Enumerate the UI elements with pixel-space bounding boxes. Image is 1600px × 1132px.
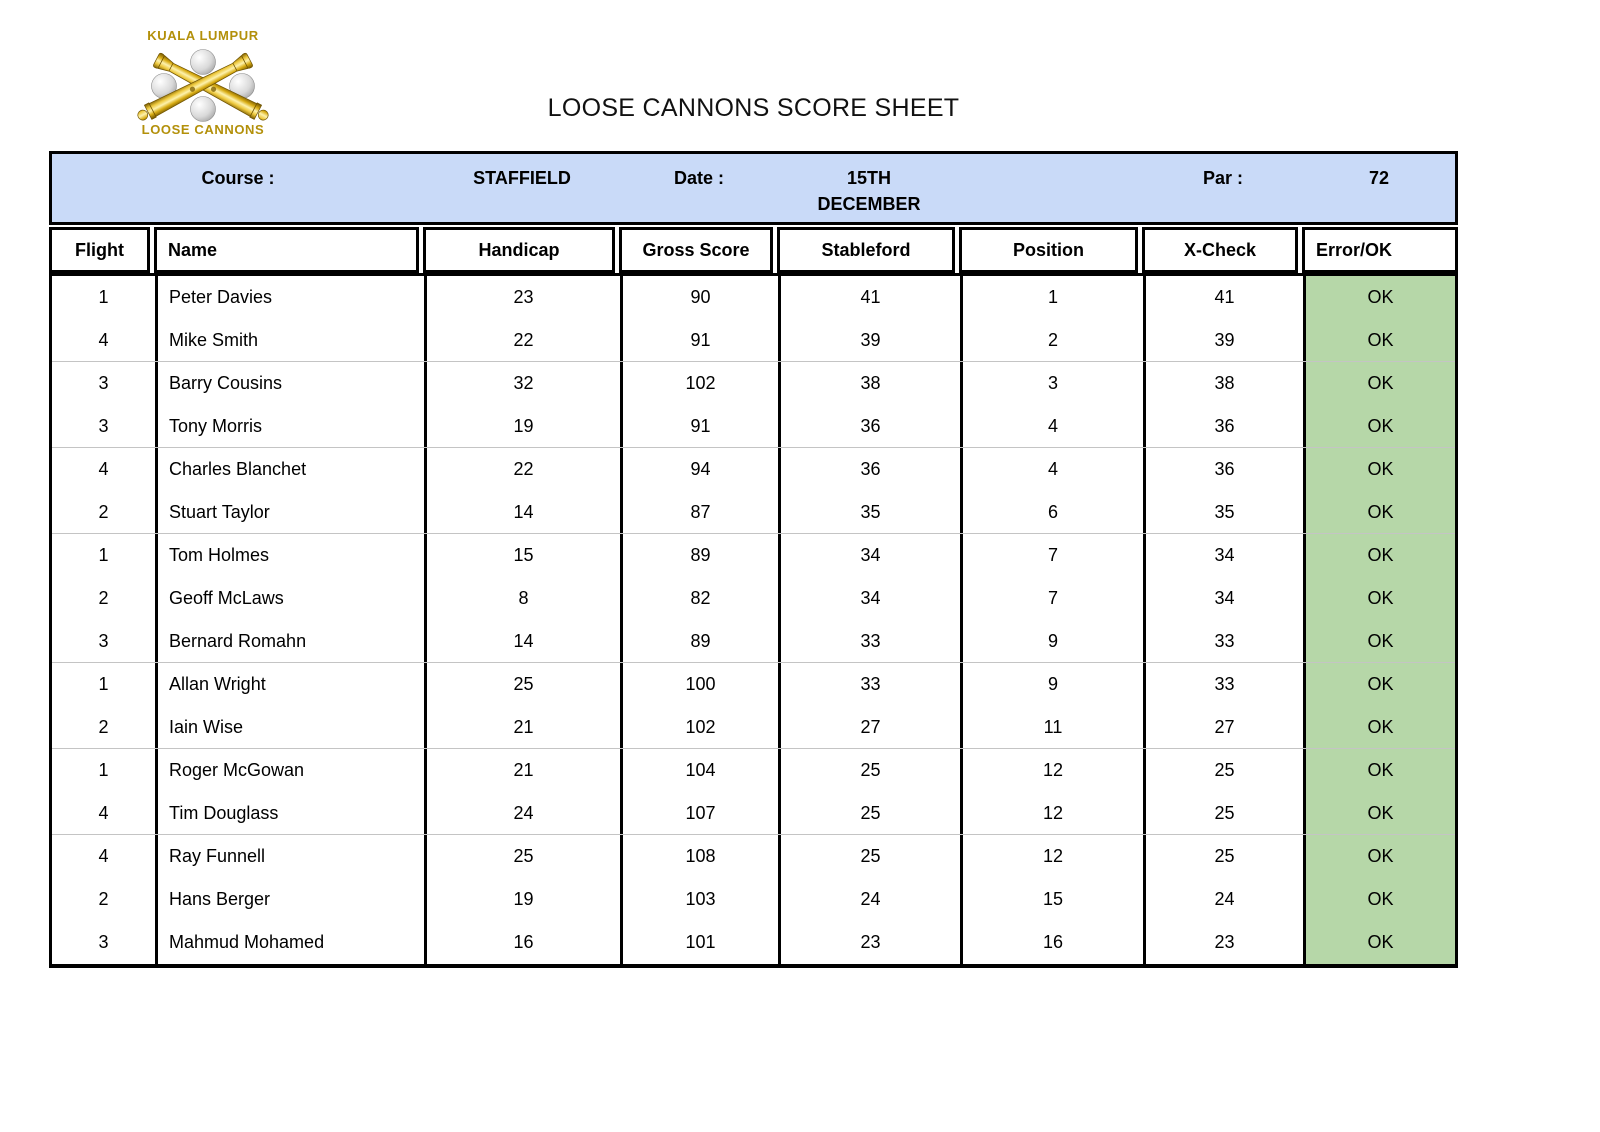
position-cell: 9	[960, 663, 1143, 706]
flight-cell: 1	[98, 545, 109, 565]
date-value	[778, 165, 960, 222]
par-value: 72	[1368, 168, 1390, 188]
handicap-cell: 32	[424, 362, 620, 405]
flight-cell: 1	[98, 674, 109, 694]
col-header-x-check: X-Check	[1142, 227, 1298, 273]
flight-cell: 4	[98, 329, 109, 350]
x-check-cell: 36	[1143, 448, 1303, 491]
stableford-cell: 25	[778, 749, 960, 792]
gross-score-cell: 104	[620, 749, 778, 792]
gross-score-cell: 91	[620, 405, 778, 447]
handicap-cell: 19	[424, 405, 620, 447]
col-header-gross-score: Gross Score	[619, 227, 773, 273]
gross-score-cell: 91	[620, 319, 778, 361]
handicap-cell: 22	[424, 319, 620, 361]
table-row	[52, 491, 1455, 534]
stableford-cell: 39	[778, 319, 960, 361]
flight-cell: 1	[98, 287, 109, 307]
stableford-cell: 34	[778, 577, 960, 620]
name-cell: Stuart Taylor	[155, 491, 424, 533]
stableford-cell: 25	[778, 835, 960, 878]
stableford-cell: 25	[778, 792, 960, 834]
stableford-cell: 24	[778, 878, 960, 921]
position-cell: 12	[960, 792, 1143, 834]
table-row	[52, 749, 1455, 792]
x-check-cell: 39	[1143, 319, 1303, 361]
status-cell: OK	[1303, 878, 1455, 921]
logo-bottom-text: LOOSE CANNONS	[141, 122, 265, 137]
table-row	[52, 620, 1455, 663]
logo-top-text: KUALA LUMPUR	[147, 28, 259, 43]
name-cell: Tim Douglass	[155, 792, 424, 834]
gross-score-cell: 89	[620, 620, 778, 662]
stableford-cell: 34	[778, 534, 960, 577]
table-header-row	[49, 227, 1458, 273]
flight-cell: 3	[98, 630, 109, 651]
flight-cell: 4	[98, 459, 109, 479]
position-cell: 7	[960, 577, 1143, 620]
name-cell: Tom Holmes	[155, 534, 424, 577]
col-header-name: Name	[154, 227, 419, 273]
gross-score-cell: 103	[620, 878, 778, 921]
flight-cell: 2	[98, 716, 109, 737]
x-check-cell: 25	[1143, 792, 1303, 834]
col-header-error-ok: Error/OK	[1302, 227, 1458, 273]
name-cell: Charles Blanchet	[155, 448, 424, 491]
stableford-cell: 27	[778, 706, 960, 748]
x-check-cell: 34	[1143, 534, 1303, 577]
handicap-cell: 15	[424, 534, 620, 577]
position-cell: 12	[960, 749, 1143, 792]
score-sheet	[49, 151, 1458, 968]
status-cell: OK	[1303, 749, 1455, 792]
stableford-cell: 41	[778, 276, 960, 319]
stableford-cell: 23	[778, 921, 960, 964]
gross-score-cell: 90	[620, 276, 778, 319]
x-check-cell: 23	[1143, 921, 1303, 964]
flight-cell: 2	[98, 889, 109, 909]
status-cell: OK	[1303, 706, 1455, 748]
handicap-cell: 25	[424, 835, 620, 878]
table-row	[52, 362, 1455, 405]
gross-score-cell: 94	[620, 448, 778, 491]
date-label: Date :	[673, 168, 724, 188]
flight-cell: 3	[98, 373, 109, 393]
table-row	[52, 534, 1455, 577]
x-check-cell: 25	[1143, 749, 1303, 792]
stableford-cell: 36	[778, 405, 960, 447]
gross-score-cell: 102	[620, 706, 778, 748]
stableford-cell: 38	[778, 362, 960, 405]
gross-score-cell: 101	[620, 921, 778, 964]
flight-cell: 2	[98, 501, 109, 522]
gross-score-cell: 108	[620, 835, 778, 878]
x-check-cell: 41	[1143, 276, 1303, 319]
gross-score-cell: 87	[620, 491, 778, 533]
status-cell: OK	[1303, 577, 1455, 620]
name-cell: Ray Funnell	[155, 835, 424, 878]
gross-score-cell: 100	[620, 663, 778, 706]
col-header-handicap: Handicap	[423, 227, 615, 273]
name-cell: Peter Davies	[155, 276, 424, 319]
handicap-cell: 22	[424, 448, 620, 491]
name-cell: Bernard Romahn	[155, 620, 424, 662]
table-row	[52, 448, 1455, 491]
table-row	[52, 405, 1455, 448]
table-row	[52, 835, 1455, 878]
position-cell: 7	[960, 534, 1143, 577]
stableford-cell: 33	[778, 620, 960, 662]
flight-cell: 3	[98, 932, 109, 952]
table-row	[52, 921, 1455, 964]
gross-score-cell: 89	[620, 534, 778, 577]
status-cell: OK	[1303, 620, 1455, 662]
name-cell: Iain Wise	[155, 706, 424, 748]
handicap-cell: 14	[424, 620, 620, 662]
position-cell: 1	[960, 276, 1143, 319]
table-row	[52, 878, 1455, 921]
date-value-text: 15TH DECEMBER	[817, 168, 921, 214]
position-cell: 2	[960, 319, 1143, 361]
gross-score-cell: 82	[620, 577, 778, 620]
handicap-cell: 21	[424, 706, 620, 748]
info-bar	[49, 151, 1458, 225]
col-header-stableford: Stableford	[777, 227, 955, 273]
name-cell: Mike Smith	[155, 319, 424, 361]
par-label: Par :	[1202, 168, 1244, 188]
flight-cell: 4	[98, 846, 109, 866]
name-cell: Tony Morris	[155, 405, 424, 447]
x-check-cell: 33	[1143, 663, 1303, 706]
stableford-cell: 35	[778, 491, 960, 533]
name-cell: Geoff McLaws	[155, 577, 424, 620]
flight-cell: 1	[98, 760, 109, 780]
col-header-position: Position	[959, 227, 1138, 273]
position-cell: 9	[960, 620, 1143, 662]
table-row	[52, 706, 1455, 749]
status-cell: OK	[1303, 405, 1455, 447]
stableford-cell: 36	[778, 448, 960, 491]
handicap-cell: 25	[424, 663, 620, 706]
position-cell: 16	[960, 921, 1143, 964]
status-cell: OK	[1303, 921, 1455, 964]
handicap-cell: 14	[424, 491, 620, 533]
handicap-cell: 24	[424, 792, 620, 834]
gross-score-cell: 107	[620, 792, 778, 834]
stableford-cell: 33	[778, 663, 960, 706]
position-cell: 12	[960, 835, 1143, 878]
table-row	[52, 663, 1455, 706]
status-cell: OK	[1303, 319, 1455, 361]
flight-cell: 4	[98, 802, 109, 823]
x-check-cell: 27	[1143, 706, 1303, 748]
status-cell: OK	[1303, 362, 1455, 405]
x-check-cell: 34	[1143, 577, 1303, 620]
position-cell: 6	[960, 491, 1143, 533]
x-check-cell: 24	[1143, 878, 1303, 921]
position-cell: 4	[960, 448, 1143, 491]
name-cell: Hans Berger	[155, 878, 424, 921]
info-bar-spacer	[960, 165, 1143, 222]
course-value: STAFFIELD	[473, 168, 571, 188]
table-row	[52, 577, 1455, 620]
table-row	[52, 319, 1455, 362]
status-cell: OK	[1303, 835, 1455, 878]
col-header-flight: Flight	[49, 227, 150, 273]
position-cell: 3	[960, 362, 1143, 405]
x-check-cell: 25	[1143, 835, 1303, 878]
handicap-cell: 16	[424, 921, 620, 964]
x-check-cell: 38	[1143, 362, 1303, 405]
position-cell: 4	[960, 405, 1143, 447]
course-label: Course :	[201, 168, 275, 188]
status-cell: OK	[1303, 276, 1455, 319]
gross-score-cell: 102	[620, 362, 778, 405]
position-cell: 11	[960, 706, 1143, 748]
flight-cell: 3	[98, 415, 109, 436]
handicap-cell: 19	[424, 878, 620, 921]
handicap-cell: 21	[424, 749, 620, 792]
name-cell: Barry Cousins	[155, 362, 424, 405]
flight-cell: 2	[98, 588, 109, 608]
x-check-cell: 36	[1143, 405, 1303, 447]
status-cell: OK	[1303, 663, 1455, 706]
handicap-cell: 8	[424, 577, 620, 620]
status-cell: OK	[1303, 448, 1455, 491]
status-cell: OK	[1303, 534, 1455, 577]
name-cell: Roger McGowan	[155, 749, 424, 792]
position-cell: 15	[960, 878, 1143, 921]
table-body	[49, 273, 1458, 968]
table-row	[52, 792, 1455, 835]
status-cell: OK	[1303, 792, 1455, 834]
x-check-cell: 33	[1143, 620, 1303, 662]
name-cell: Mahmud Mohamed	[155, 921, 424, 964]
name-cell: Allan Wright	[155, 663, 424, 706]
x-check-cell: 35	[1143, 491, 1303, 533]
handicap-cell: 23	[424, 276, 620, 319]
table-row	[52, 276, 1455, 319]
page-title: LOOSE CANNONS SCORE SHEET	[547, 94, 960, 122]
status-cell: OK	[1303, 491, 1455, 533]
